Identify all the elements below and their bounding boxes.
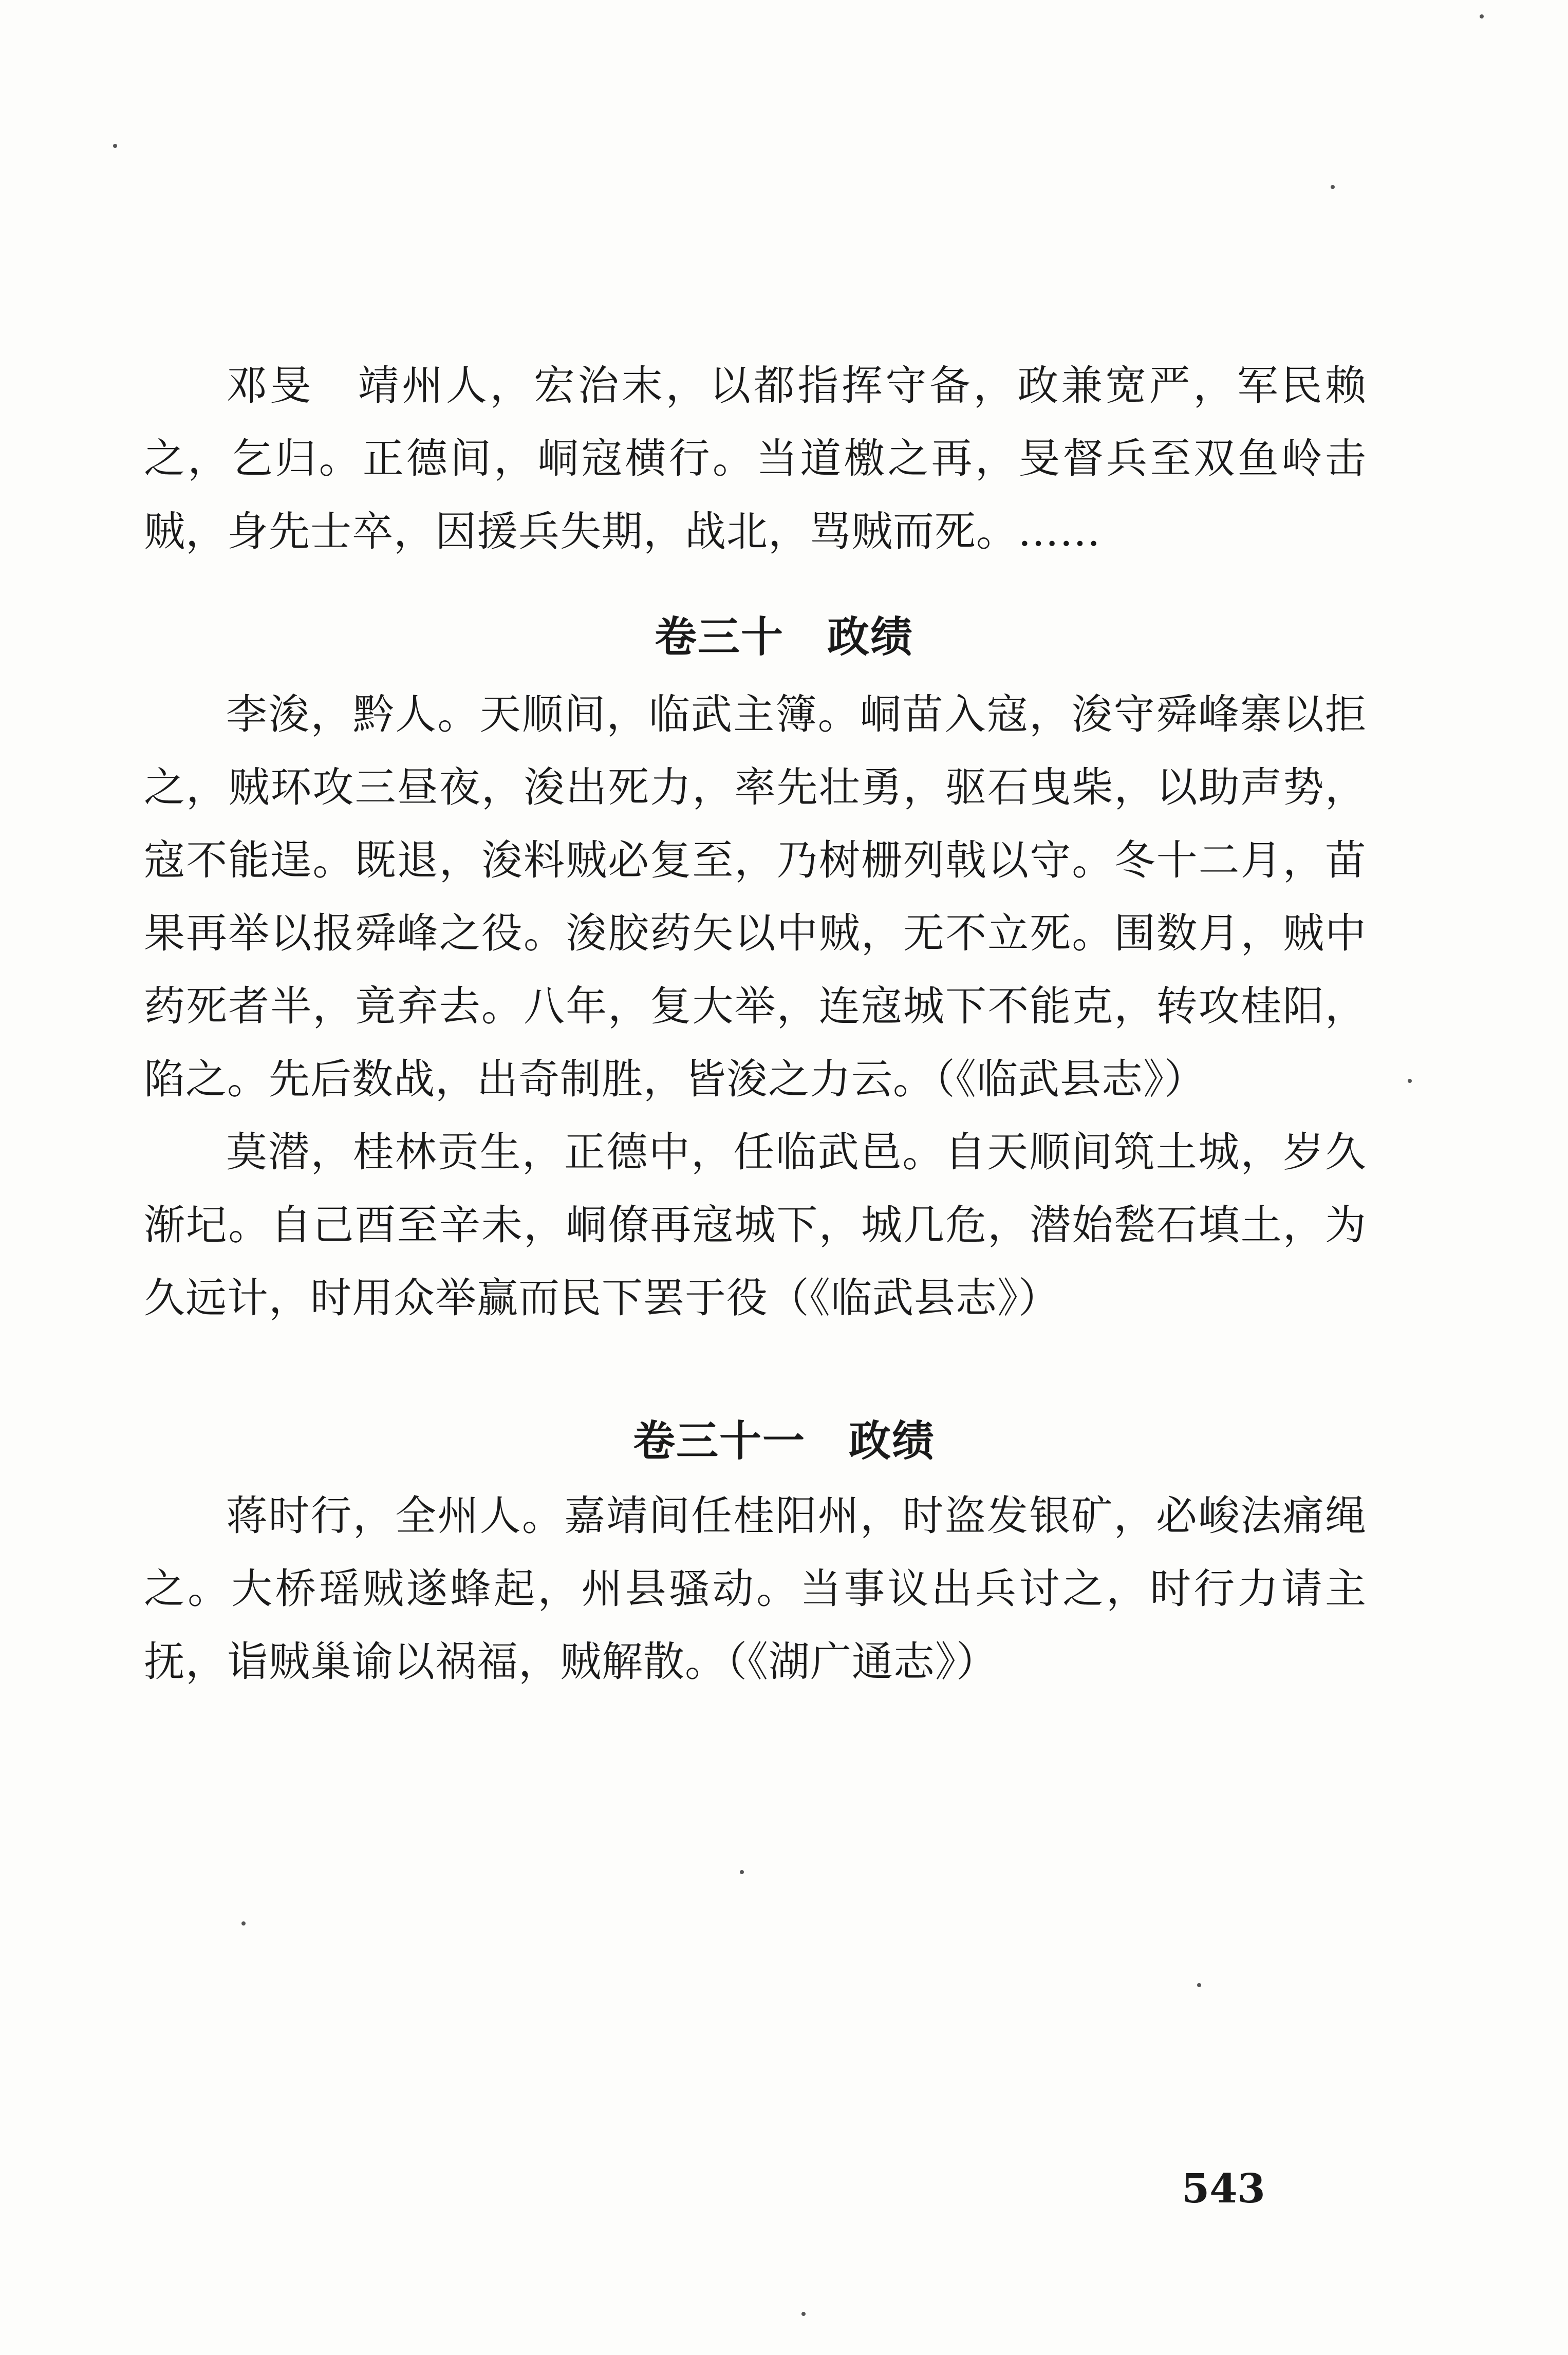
section-2-body	[144, 1480, 1367, 1698]
scan-speck	[740, 1870, 744, 1874]
scan-speck	[1408, 1079, 1412, 1083]
scan-speck	[1197, 1983, 1201, 1987]
section-1-body	[144, 678, 1367, 1335]
scan-speck	[801, 2312, 806, 2316]
scan-speck	[1331, 185, 1335, 189]
scan-speck	[241, 1921, 246, 1926]
paragraph-li-jun: 李浚，黔人。天顺间，临武主簿。峒苗入寇，浚守舜峰寨以拒之，贼环攻三昼夜，浚出死力，率先壮勇，驱石曳柴，以助声势，寇不能逞。既退，浚料贼必复至，乃树栅列戟以守。冬十二月，苗果再举以报舜峰之役。浚胶药矢以中贼，无不立死。围数月，贼中药死者半，竟弃去。八年，复大举，连寇城下不能克，转攻桂阳，陷之。先后数战，出奇制胜，皆浚之力云。（《临武县志》）	[144, 690, 1367, 1103]
paragraph-mo-qian: 莫潜，桂林贡生，正德中，任临武邑。自天顺间筑土城，岁久渐圮。自己酉至辛未，峒僚再寇城下，城几危，潜始甃石填土，为久远计，时用众举赢而民下罢于役（《临武县志》）	[144, 1128, 1367, 1322]
paragraph-jiang-shixing: 蒋时行，全州人。嘉靖间任桂阳州，时盗发银矿，必峻法痛绳之。大桥瑶贼遂蜂起，州县骚动。当事议出兵讨之，时行力请主抚，诣贼巢谕以祸福，贼解散。（《湖广通志》）	[144, 1492, 1367, 1686]
scan-speck	[1480, 14, 1484, 18]
section-heading-vol31: 卷三十一 政绩	[632, 1416, 935, 1466]
section-0-body	[144, 349, 1367, 568]
paragraph-deng-min: 邓旻 靖州人，宏治末，以都指挥守备，政兼宽严，军民赖之，乞归。正德间，峒寇横行。当道檄之再，旻督兵至双鱼岭击贼，身先士卒，因援兵失期，战北，骂贼而死。……	[144, 362, 1367, 555]
page-number: 543	[1182, 2165, 1265, 2212]
scan-speck	[113, 144, 117, 148]
section-heading-vol30: 卷三十 政绩	[654, 612, 913, 662]
